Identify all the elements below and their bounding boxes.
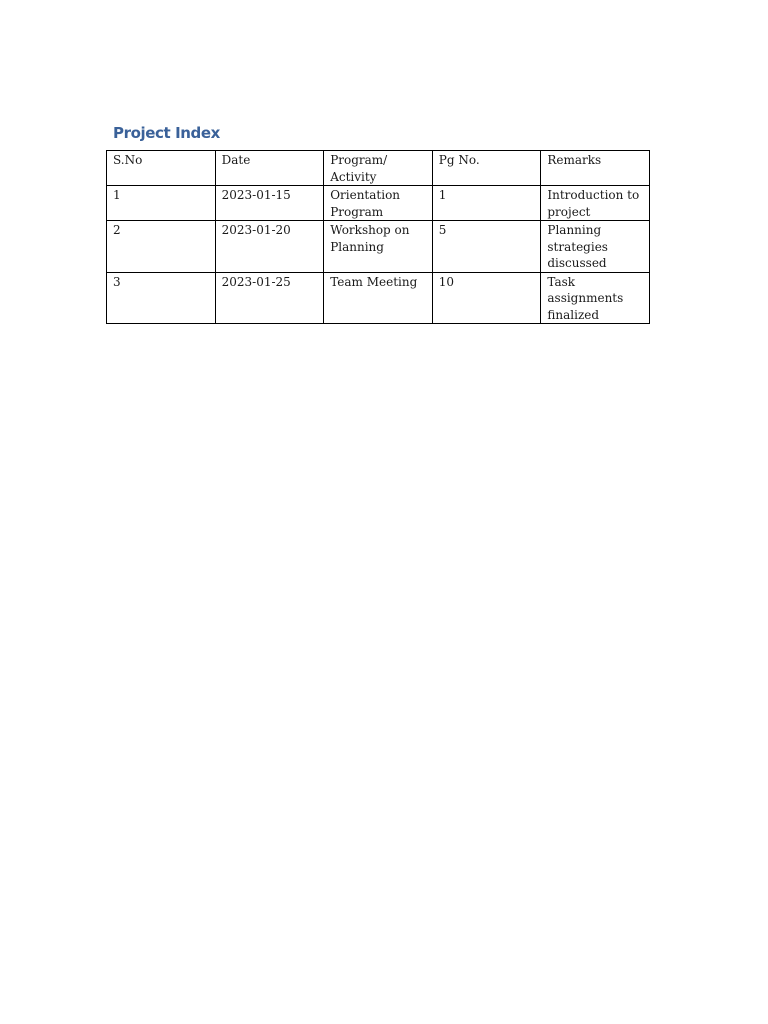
header-cell-program <box>324 151 433 186</box>
cell-date: 2023-01-15 <box>215 186 324 221</box>
cell-sno: 2 <box>107 221 216 273</box>
header-cell-date: Date <box>215 151 324 186</box>
cell-program: Orientation Program <box>324 186 433 221</box>
header-program-line1: Program/ <box>330 153 388 167</box>
cell-page: 5 <box>432 221 541 273</box>
cell-sno: 3 <box>107 272 216 324</box>
cell-page: 1 <box>432 186 541 221</box>
header-cell-sno: S.No <box>107 151 216 186</box>
table-header-row <box>107 151 650 186</box>
document-title: Project Index <box>113 124 220 142</box>
cell-sno: 1 <box>107 186 216 221</box>
cell-remarks: Introduction to project <box>541 186 650 221</box>
cell-date: 2023-01-25 <box>215 272 324 324</box>
table-row <box>107 221 650 273</box>
project-index-table <box>106 150 650 324</box>
cell-page: 10 <box>432 272 541 324</box>
table-row <box>107 272 650 324</box>
cell-program: Team Meeting <box>324 272 433 324</box>
cell-program: Workshop on Planning <box>324 221 433 273</box>
header-cell-page: Pg No. <box>432 151 541 186</box>
cell-date: 2023-01-20 <box>215 221 324 273</box>
cell-remarks: Task assignments finalized <box>541 272 650 324</box>
cell-remarks: Planning strategies discussed <box>541 221 650 273</box>
header-program-line2: Activity <box>330 169 377 184</box>
table-row <box>107 186 650 221</box>
header-cell-remarks: Remarks <box>541 151 650 186</box>
